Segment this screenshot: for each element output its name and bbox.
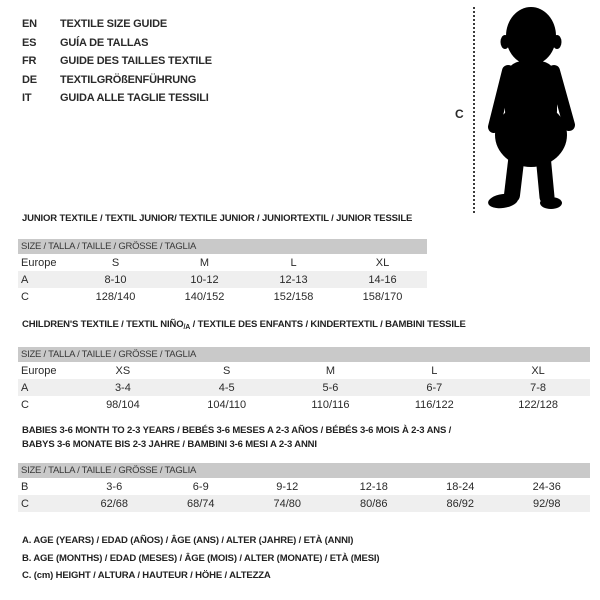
value-cell: 7-8 [530, 381, 547, 394]
junior-size-bar: SIZE / TALLA / TAILLE / GRÖSSE / TAGLIA [18, 239, 427, 254]
language-row [22, 52, 212, 71]
value-cell: 158/170 [362, 290, 403, 303]
value-cell: 80/86 [359, 497, 388, 510]
language-code: ES [22, 36, 37, 49]
legend-notes [22, 532, 379, 585]
height-dotted-line [473, 7, 475, 213]
row-label: Europe [21, 364, 57, 377]
language-code: EN [22, 18, 37, 31]
value-cell: 74/80 [273, 497, 302, 510]
children-title-text: CHILDREN'S TEXTILE / TEXTIL NIÑO [22, 319, 184, 330]
children-title-subscript: /A [183, 324, 191, 331]
value-cell: 12-18 [359, 480, 388, 493]
language-label: TEXTILE SIZE GUIDE [60, 18, 168, 31]
value-cell: 24-36 [532, 480, 561, 493]
row-label: B [21, 480, 29, 493]
size-cell: L [431, 364, 438, 377]
value-cell: 110/116 [311, 398, 350, 411]
size-cell: XS [115, 364, 131, 377]
value-cell: 62/68 [100, 497, 129, 510]
note-height-cm: C. (cm) HEIGHT / ALTURA / HAUTEUR / HÖHE / ALTEZZA [22, 570, 271, 581]
language-title-list [22, 15, 212, 108]
size-cell: L [290, 256, 297, 269]
babies-size-bar: SIZE / TALLA / TAILLE / GRÖSSE / TAGLIA [18, 463, 590, 478]
value-cell: 92/98 [532, 497, 561, 510]
value-cell: 6-9 [192, 480, 209, 493]
value-cell: 86/92 [446, 497, 475, 510]
children-size-bar: SIZE / TALLA / TAILLE / GRÖSSE / TAGLIA [18, 347, 590, 362]
value-cell: 3-6 [106, 480, 123, 493]
value-cell: 5-6 [322, 381, 339, 394]
junior-age-row [18, 271, 427, 288]
junior-section-title: JUNIOR TEXTILE / TEXTIL JUNIOR/ TEXTILE JUNIOR / JUNIORTEXTIL / JUNIOR TESSILE [22, 213, 413, 224]
language-row [22, 34, 212, 53]
value-cell: 3-4 [114, 381, 131, 394]
babies-size-table [18, 463, 590, 512]
language-label: GUIDE DES TAILLES TEXTILE [60, 55, 212, 68]
babies-title-line2: BABYS 3-6 MONATE BIS 2-3 JAHRE / BAMBINI 3-6 MESI A 2-3 ANNI [22, 439, 317, 450]
value-cell: 122/128 [518, 398, 558, 411]
value-cell: 68/74 [186, 497, 215, 510]
row-label: Europe [21, 256, 57, 269]
note-age-months: B. AGE (MONTHS) / EDAD (MESES) / ÂGE (MOIS) / ALTER (MONATE) / ETÀ (MESI) [22, 552, 380, 564]
row-label: C [21, 398, 29, 411]
size-cell: M [199, 256, 210, 269]
size-cell: XL [375, 256, 390, 269]
language-code: IT [22, 92, 32, 105]
babies-section-title [22, 424, 451, 452]
note-age-years: A. AGE (YEARS) / EDAD (AÑOS) / ÂGE (ANS) / ALTER (JAHRE) / ETÀ (ANNI) [22, 535, 354, 546]
children-section-title [22, 318, 466, 335]
row-label: C [21, 290, 29, 303]
value-cell: 9-12 [276, 480, 299, 493]
children-age-row [18, 379, 590, 396]
value-cell: 18-24 [446, 480, 475, 493]
babies-title-line1: BABIES 3-6 MONTH TO 2-3 YEARS / BEBÉS 3-6 MESES A 2-3 AÑOS / BÉBÉS 3-6 MOIS À 2-3 ANS / [22, 425, 452, 436]
junior-europe-row [18, 254, 427, 271]
value-cell: 8-10 [104, 273, 127, 286]
value-cell: 98/104 [106, 398, 140, 411]
language-row [22, 71, 212, 90]
language-label: GUIDA ALLE TAGLIE TESSILI [60, 92, 209, 105]
language-row [22, 89, 212, 108]
toddler-silhouette-icon [483, 5, 583, 211]
babies-height-row [18, 495, 590, 512]
language-label: GUÍA DE TALLAS [60, 36, 149, 49]
size-cell: S [111, 256, 120, 269]
value-cell: 10-12 [190, 273, 219, 286]
children-europe-row [18, 362, 590, 379]
value-cell: 128/140 [95, 290, 136, 303]
language-code: FR [22, 55, 37, 68]
value-cell: 12-13 [279, 273, 308, 286]
value-cell: 104/110 [207, 398, 247, 411]
language-label: TEXTILGRÖßENFÜHRUNG [60, 73, 197, 86]
height-measure-label: C [455, 107, 464, 121]
language-code: DE [22, 73, 37, 86]
size-cell: M [325, 364, 336, 377]
row-label: A [21, 381, 29, 394]
language-row [22, 15, 212, 34]
junior-size-table [18, 239, 427, 305]
babies-age-row [18, 478, 590, 495]
size-cell: XL [531, 364, 545, 377]
value-cell: 4-5 [218, 381, 235, 394]
value-cell: 116/122 [414, 398, 454, 411]
row-label: A [21, 273, 29, 286]
row-label: C [21, 497, 29, 510]
value-cell: 14-16 [368, 273, 397, 286]
children-height-row [18, 396, 590, 413]
children-size-table [18, 347, 590, 413]
children-title-text: / TEXTILE DES ENFANTS / KINDERTEXTIL / BAMBINI TESSILE [190, 319, 466, 330]
value-cell: 140/152 [184, 290, 225, 303]
value-cell: 152/158 [273, 290, 314, 303]
junior-height-row [18, 288, 427, 305]
value-cell: 6-7 [426, 381, 443, 394]
size-cell: S [223, 364, 231, 377]
